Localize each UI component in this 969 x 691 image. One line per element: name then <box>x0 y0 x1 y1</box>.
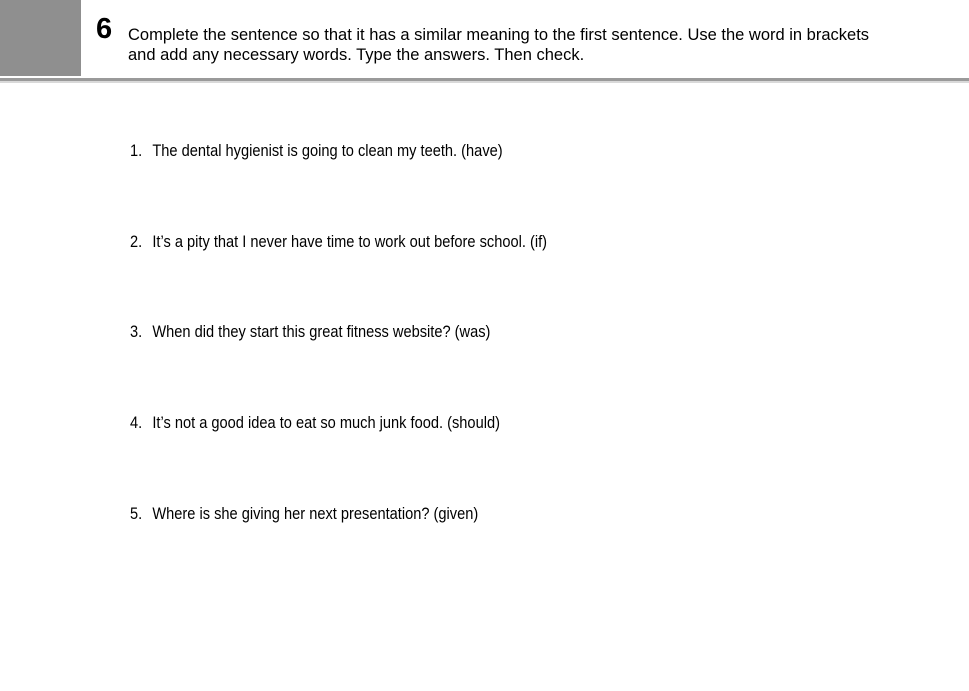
exercise-item <box>130 502 478 526</box>
exercise-item <box>130 139 503 163</box>
exercise-instructions: Complete the sentence so that it has a similar meaning to the first sentence. Use the word in brackets and add any necessary words. Type the answers. Then check. <box>128 26 870 64</box>
exercise-item <box>130 411 500 435</box>
exercise-number: 6 <box>96 13 113 45</box>
exercise-item <box>130 230 547 254</box>
item-sentence: It’s not a good idea to eat so much junk food. (should) <box>152 413 500 432</box>
item-sentence: The dental hygienist is going to clean my teeth. (have) <box>152 141 503 160</box>
item-number: 3. <box>130 322 143 341</box>
exercise-item <box>130 320 490 344</box>
item-sentence: Where is she giving her next presentation? (given) <box>152 504 479 523</box>
item-number: 1. <box>130 141 143 160</box>
item-sentence: It’s a pity that I never have time to work out before school. (if) <box>152 232 548 251</box>
item-number: 4. <box>130 413 143 432</box>
item-number: 5. <box>130 504 143 523</box>
item-sentence: When did they start this great fitness website? (was) <box>152 322 491 341</box>
item-number: 2. <box>130 232 143 251</box>
